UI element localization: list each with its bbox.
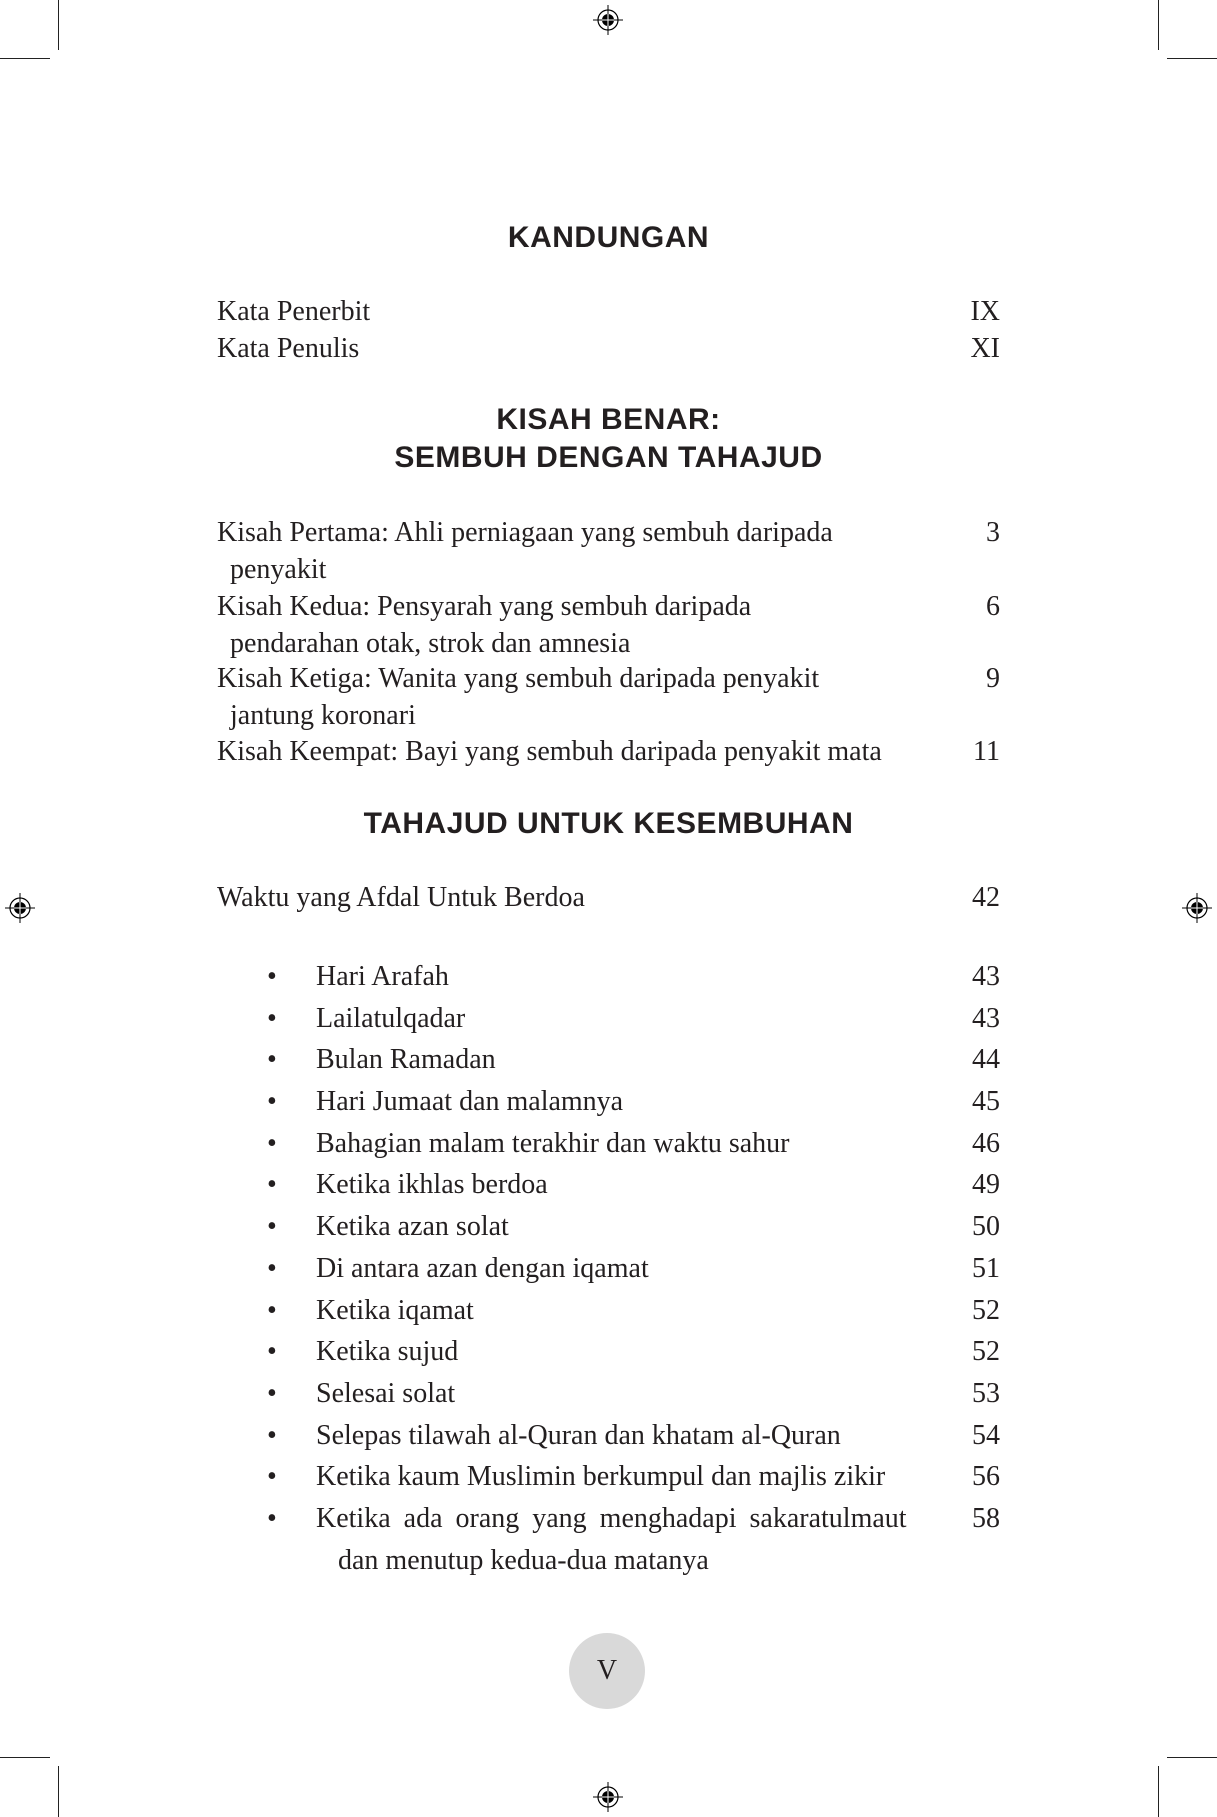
toc-entry-label-continued: pendarahan otak, strok dan amnesia bbox=[230, 628, 631, 659]
crop-mark bbox=[1167, 1757, 1217, 1758]
list-item-page: 45 bbox=[972, 1086, 1000, 1117]
list-item-label: Ketika kaum Muslimin berkumpul dan majlis zikir bbox=[316, 1461, 886, 1492]
list-item-page: 51 bbox=[972, 1253, 1000, 1284]
list-item-page: 46 bbox=[972, 1128, 1000, 1159]
list-item-page: 43 bbox=[972, 1003, 1000, 1034]
toc-entry-page: 42 bbox=[972, 882, 1000, 913]
list-item-page: 53 bbox=[972, 1378, 1000, 1409]
bullet-icon: • bbox=[267, 1211, 277, 1242]
list-item-label: Hari Jumaat dan malamnya bbox=[316, 1086, 624, 1117]
crop-mark bbox=[0, 1757, 50, 1758]
list-item-label: Hari Arafah bbox=[316, 961, 449, 992]
bullet-icon: • bbox=[267, 1086, 277, 1117]
list-item-label: Ketika ada orang yang menghadapi sakaratulmaut bbox=[316, 1503, 907, 1534]
toc-entry-page: 6 bbox=[986, 591, 1000, 622]
toc-entry-page: 11 bbox=[973, 736, 1000, 767]
list-item-label: Ketika azan solat bbox=[316, 1211, 509, 1242]
toc-entry-page: 3 bbox=[986, 517, 1000, 548]
list-item-label: Ketika iqamat bbox=[316, 1295, 474, 1326]
toc-entry-page: XI bbox=[970, 333, 1000, 364]
list-item-page: 52 bbox=[972, 1295, 1000, 1326]
page-title: KANDUNGAN bbox=[507, 221, 710, 254]
toc-entry-label: Waktu yang Afdal Untuk Berdoa bbox=[217, 882, 585, 913]
crop-mark bbox=[58, 0, 59, 50]
page-number: V bbox=[569, 1633, 645, 1709]
toc-entry-label: Kata Penulis bbox=[217, 333, 360, 364]
crop-mark bbox=[1167, 58, 1217, 59]
bullet-icon: • bbox=[267, 1461, 277, 1492]
registration-mark-icon bbox=[593, 5, 623, 35]
list-item-label: Bahagian malam terakhir dan waktu sahur bbox=[316, 1128, 790, 1159]
bullet-icon: • bbox=[267, 1003, 277, 1034]
bullet-icon: • bbox=[267, 1253, 277, 1284]
bullet-icon: • bbox=[267, 1128, 277, 1159]
crop-mark bbox=[58, 1766, 59, 1817]
section-heading: KISAH BENAR: bbox=[496, 403, 721, 436]
toc-entry-label: Kisah Ketiga: Wanita yang sembuh daripada penyakit bbox=[217, 663, 820, 694]
list-item-page: 52 bbox=[972, 1336, 1000, 1367]
toc-entry-label-continued: jantung koronari bbox=[230, 700, 416, 731]
crop-mark bbox=[0, 58, 50, 59]
list-item-label: Selepas tilawah al-Quran dan khatam al-Quran bbox=[316, 1420, 841, 1451]
toc-entry-label: Kisah Kedua: Pensyarah yang sembuh daripada bbox=[217, 591, 752, 622]
registration-mark-icon bbox=[1182, 893, 1212, 923]
registration-mark-icon bbox=[5, 893, 35, 923]
list-item-page: 54 bbox=[972, 1420, 1000, 1451]
crop-mark bbox=[1158, 1766, 1159, 1817]
list-item-page: 58 bbox=[972, 1503, 1000, 1534]
section-heading: SEMBUH DENGAN TAHAJUD bbox=[394, 441, 823, 474]
bullet-icon: • bbox=[267, 1169, 277, 1200]
section-heading: TAHAJUD UNTUK KESEMBUHAN bbox=[363, 807, 854, 840]
list-item-label: Lailatulqadar bbox=[316, 1003, 466, 1034]
toc-entry-page: 9 bbox=[986, 663, 1000, 694]
list-item-page: 56 bbox=[972, 1461, 1000, 1492]
bullet-icon: • bbox=[267, 1378, 277, 1409]
list-item-label: Selesai solat bbox=[316, 1378, 456, 1409]
list-item-label: Bulan Ramadan bbox=[316, 1044, 496, 1075]
toc-entry-label-continued: penyakit bbox=[230, 554, 327, 585]
bullet-icon: • bbox=[267, 1044, 277, 1075]
bullet-icon: • bbox=[267, 961, 277, 992]
bullet-icon: • bbox=[267, 1503, 277, 1534]
bullet-icon: • bbox=[267, 1336, 277, 1367]
toc-entry-label: Kisah Keempat: Bayi yang sembuh daripada penyakit mata bbox=[217, 736, 882, 767]
bullet-icon: • bbox=[267, 1420, 277, 1451]
crop-mark bbox=[1158, 0, 1159, 50]
list-item-label: Di antara azan dengan iqamat bbox=[316, 1253, 649, 1284]
list-item-label: Ketika sujud bbox=[316, 1336, 459, 1367]
list-item-page: 44 bbox=[972, 1044, 1000, 1075]
bullet-list bbox=[217, 956, 1000, 1576]
list-item-page: 50 bbox=[972, 1211, 1000, 1242]
registration-mark-icon bbox=[593, 1782, 623, 1812]
toc-entry-label: Kata Penerbit bbox=[217, 296, 371, 327]
bullet-icon: • bbox=[267, 1295, 277, 1326]
list-item-label: Ketika ikhlas berdoa bbox=[316, 1169, 548, 1200]
list-item-label-continued: dan menutup kedua-dua matanya bbox=[338, 1545, 709, 1576]
toc-entry-label: Kisah Pertama: Ahli perniagaan yang sembuh daripada bbox=[217, 517, 833, 548]
list-item-page: 43 bbox=[972, 961, 1000, 992]
toc-entry-page: IX bbox=[970, 296, 1000, 327]
list-item-page: 49 bbox=[972, 1169, 1000, 1200]
